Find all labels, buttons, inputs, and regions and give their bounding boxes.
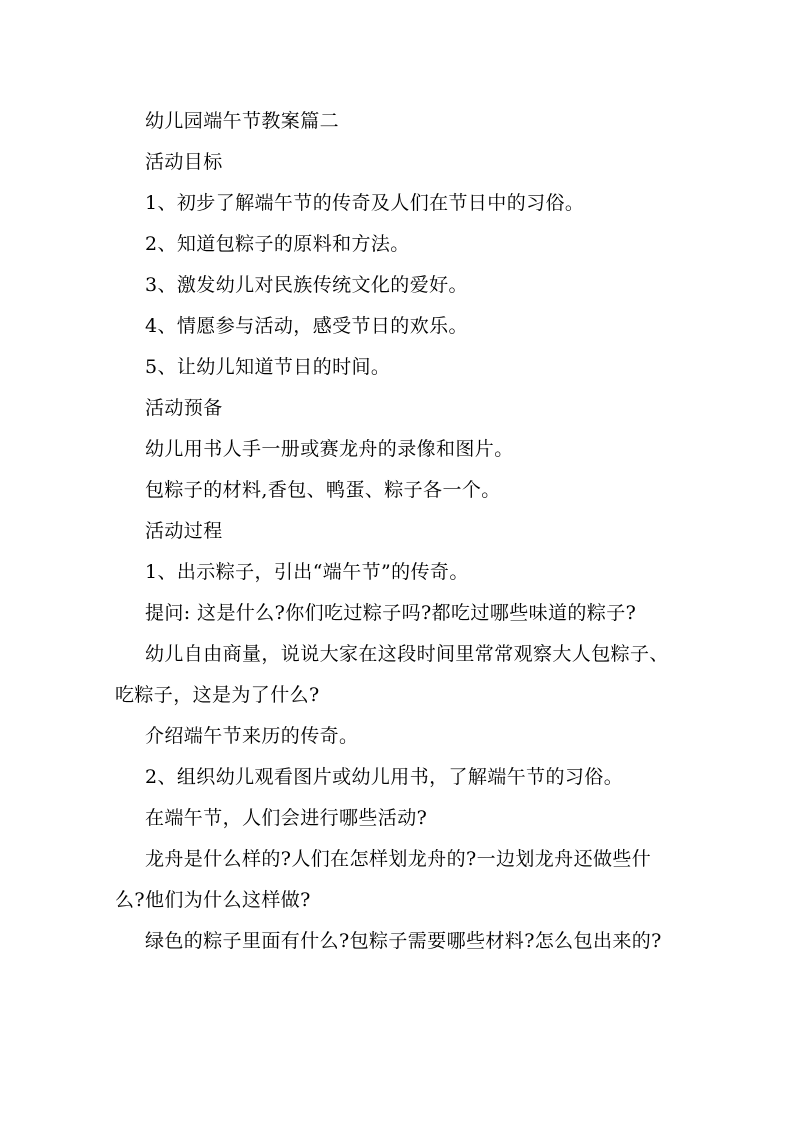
- heading-objectives: 活动目标: [145, 151, 223, 173]
- objective-item: 5、让幼儿知道节日的时间。: [145, 356, 391, 378]
- process-step: 1、出示粽子，引出“端午节”的传奇。: [145, 561, 469, 583]
- objective-item: 1、初步了解端午节的传奇及人们在节日中的习俗。: [145, 192, 585, 214]
- process-step: 2、组织幼儿观看图片或幼儿用书，了解端午节的习俗。: [145, 766, 624, 788]
- process-paragraph: 龙舟是什么样的?人们在怎样划龙舟的?一边划龙舟还做些什么?他们为什么这样做?: [115, 848, 652, 911]
- section-title: 幼儿园端午节教案篇二: [145, 110, 340, 132]
- preparation-item: 幼儿用书人手一册或赛龙舟的录像和图片。: [145, 438, 514, 460]
- process-paragraph: 提问: 这是什么?你们吃过粽子吗?都吃过哪些味道的粽子?: [145, 602, 637, 624]
- objective-item: 3、激发幼儿对民族传统文化的爱好。: [145, 274, 468, 296]
- heading-preparation: 活动预备: [145, 397, 223, 419]
- heading-process: 活动过程: [145, 520, 223, 542]
- process-paragraph: 介绍端午节来历的传奇。: [145, 725, 359, 747]
- objective-item: 4、情愿参与活动，感受节日的欢乐。: [145, 315, 468, 337]
- document-body: [115, 101, 675, 962]
- objective-item: 2、知道包粽子的原料和方法。: [145, 233, 410, 255]
- preparation-item: 包粽子的材料,香包、鸭蛋、粽子各一个。: [145, 479, 501, 501]
- process-paragraph: 在端午节，人们会进行哪些活动?: [145, 807, 428, 829]
- process-paragraph: 幼儿自由商量，说说大家在这段时间里常常观察大人包粽子、吃粽子，这是为了什么?: [115, 643, 669, 706]
- process-paragraph: 绿色的粽子里面有什么?包粽子需要哪些材料?怎么包出来的?: [145, 930, 662, 952]
